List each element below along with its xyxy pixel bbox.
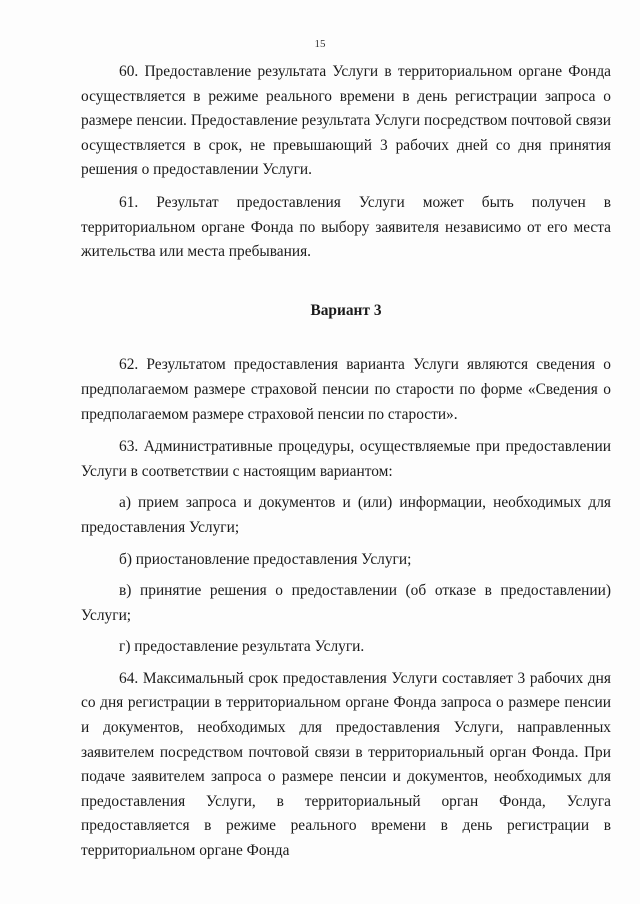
paragraph-62: 62. Результатом предоставления варианта Услуги являются сведения о предполагаемом размере страховой пенсии по старости по форме «Сведения о предполагаемом размере страховой пенсии по старости». <box>81 356 611 423</box>
paragraph-63: 63. Административные процедуры, осуществляемые при предоставлении Услуги в соответствии с настоящим вариантом: <box>81 438 611 480</box>
document-body <box>81 60 611 872</box>
page-number: 15 <box>314 38 326 50</box>
section-heading: Вариант 3 <box>310 301 382 319</box>
paragraph-61: 61. Результат предоставления Услуги может быть получен в территориальном органе Фонда по выбору заявителя независимо от его места жительства или места пребывания. <box>81 193 611 261</box>
list-item-g: г) предоставление результата Услуги. <box>119 638 365 656</box>
list-item-v: в) принятие решения о предоставлении (об отказе в предоставлении) Услуги; <box>81 582 611 624</box>
paragraph-64: 64. Максимальный срок предоставления Услуги составляет 3 рабочих дня со дня регистрации в территориальном органе Фонда запроса о размере пенсии и документов, необходимых для предоставления Услуги, направленных заявителем посредством почтовой связи в территориальный орган Фонда. При подаче заявителем запроса о размере пенсии и документов, необходимых для предоставления Услуги, в территориальный орган Фонда, Услуга предоставляется в режиме реального времени в день регистрации в территориальном органе Фонда <box>81 669 611 860</box>
list-item-b: б) приостановление предоставления Услуги; <box>119 550 412 568</box>
list-item-a: а) прием запроса и документов и (или) информации, необходимых для предоставления Услуги; <box>81 494 611 536</box>
paragraph-60: 60. Предоставление результата Услуги в территориальном органе Фонда осуществляется в режиме реального времени в день регистрации запроса о размере пенсии. Предоставление результата Услуги посредством почтовой связи осуществляется в срок, не превышающий 3 рабочих дней со дня принятия решения о предоставлении Услуги. <box>81 63 611 179</box>
